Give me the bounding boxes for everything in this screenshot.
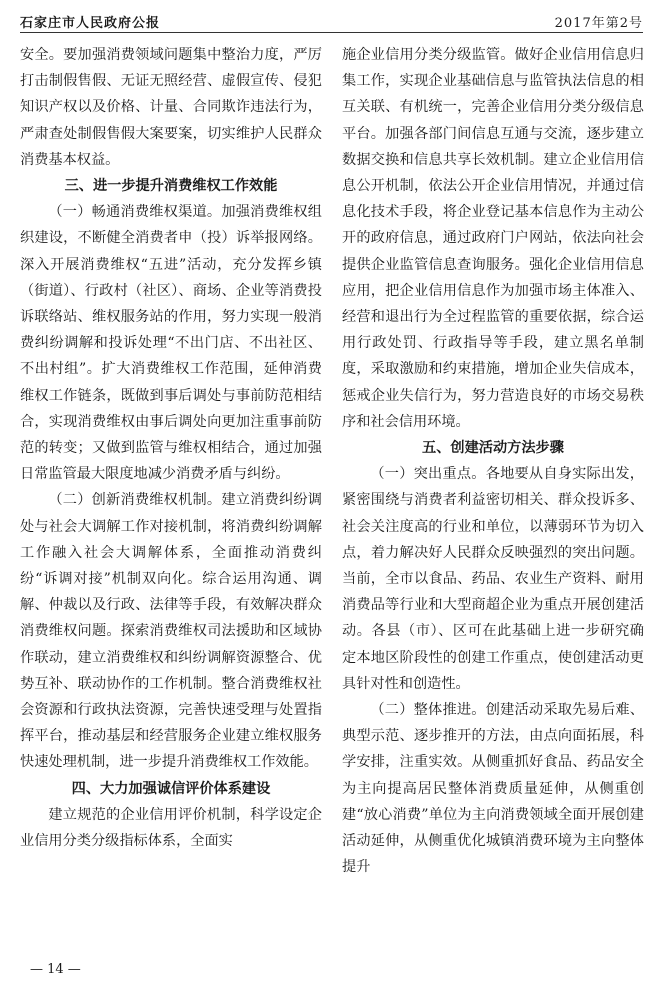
paragraph-continued: [20, 42, 322, 173]
paragraph-text: 安全。要加强消费领域问题集中整治力度，严厉打击制假售假、无证无照经营、虚假宣传、侵犯知识产权以及价格、计量、合同欺诈违法行为，严肃查处制假售假大案要案，切实维护人民群众消费基本权益。: [20, 47, 322, 168]
subsection-title: （二）创新消费维权机制。: [48, 492, 222, 509]
right-column: [342, 42, 644, 881]
paragraph: [342, 697, 644, 880]
paragraph-text: 建立消费纠纷调处与社会大调解工作对接机制，将消费纠纷调解工作融入社会大调解体系，全面推动消费纠纷“诉调对接”机制双向化。综合运用沟通、调解、仲裁以及行政、法律等手段，有效解决群众消费维权问题。探索消费维权司法援助和区域协作联动，建立消费维权和纠纷调解资源整合、优势互补、联动协作的工作机制。整合消费维权社会资源和行政执法资源，完善快速受理与处置指挥平台，推动基层和经营服务企业建立维权服务快速处理机制，进一步提升消费维权工作效能。: [20, 492, 322, 771]
left-column: [20, 42, 322, 854]
paragraph-text: 创建活动采取先易后难、典型示范、逐步推开的方法，由点向面拓展，科学安排，注重实效。从侧重抓好食品、药品安全为主向提高居民整体消费质量延伸，从侧重创建“放心消费”单位为主向消费领域全面开展创建活动延伸，从侧重优化城镇消费环境为主向整体提升: [342, 702, 644, 876]
section-heading: 五、创建活动方法步骤: [422, 440, 564, 457]
paragraph-continued: [342, 42, 644, 435]
subsection-title: （一）突出重点。: [370, 466, 486, 483]
paragraph-text: 加强消费维权组织建设，不断健全消费者申（投）诉举报网络。深入开展消费维权“五进”活动，充分发挥乡镇（街道）、行政村（社区）、商场、企业等消费投诉联络站、维权服务站的作用，努力实现一般消费纠纷调解和投诉处理“不出门店、不出社区、不出村组”。扩大消费维权工作范围，延伸消费维权工作链条，既做到事后调处与事前防范相结合，实现消费维权由事后调处向更加注重事前防范的转变；又做到监管与维权相结合，通过加强日常监管最大限度地减少消费矛盾与纠纷。: [20, 204, 322, 483]
page-header: [20, 8, 643, 32]
paragraph: [20, 487, 322, 775]
header-divider: [20, 32, 643, 33]
section-heading: 三、进一步提升消费维权工作效能: [64, 178, 278, 195]
publication-title: 石家庄市人民政府公报: [20, 16, 161, 31]
paragraph-text: 建立规范的企业信用评价机制，科学设定企业信用分类分级指标体系，全面实: [20, 806, 322, 850]
paragraph: [342, 461, 644, 697]
paragraph: [20, 199, 322, 487]
section-heading: 四、大力加强诚信评价体系建设: [71, 780, 271, 797]
page-number: — 14 —: [30, 962, 81, 977]
paragraph-text: 施企业信用分类分级监管。做好企业信用信息归集工作，实现企业基础信息与监管执法信息的相互关联、有机统一，完善企业信用分类分级信息平台。加强各部门间信息互通与交流，逐步建立数据交换和信息共享长效机制。建立企业信用信息公开机制，依法公开企业信用情况，并通过信息化技术手段，将企业登记基本信息作为主动公开的政府信息，通过政府门户网站，依法向社会提供企业监管信息查询服务。强化企业信用信息应用，把企业信用信息作为加强市场主体准入、经营和退出行为全过程监管的重要依据，综合运用行政处罚、行政指导等手段，建立黑名单制度，采取激励和约束措施，增加企业失信成本，惩戒企业失信行为，努力营造良好的市场交易秩序和社会信用环境。: [342, 47, 644, 430]
paragraph-text: 各地要从自身实际出发，紧密围绕与消费者利益密切相关、群众投诉多、社会关注度高的行业和单位，以薄弱环节为切入点，着力解决好人民群众反映强烈的突出问题。当前，全市以食品、药品、农业生产资料、耐用消费品等行业和大型商超企业为重点开展创建活动。各县（市）、区可在此基础上进一步研究确定本地区阶段性的创建工作重点，使创建活动更具针对性和创造性。: [342, 466, 644, 692]
paragraph: [20, 802, 322, 854]
subsection-title: （一）畅通消费维权渠道。: [48, 204, 222, 221]
issue-number: 2017年第2号: [554, 16, 643, 31]
subsection-title: （二）整体推进。: [370, 702, 486, 719]
